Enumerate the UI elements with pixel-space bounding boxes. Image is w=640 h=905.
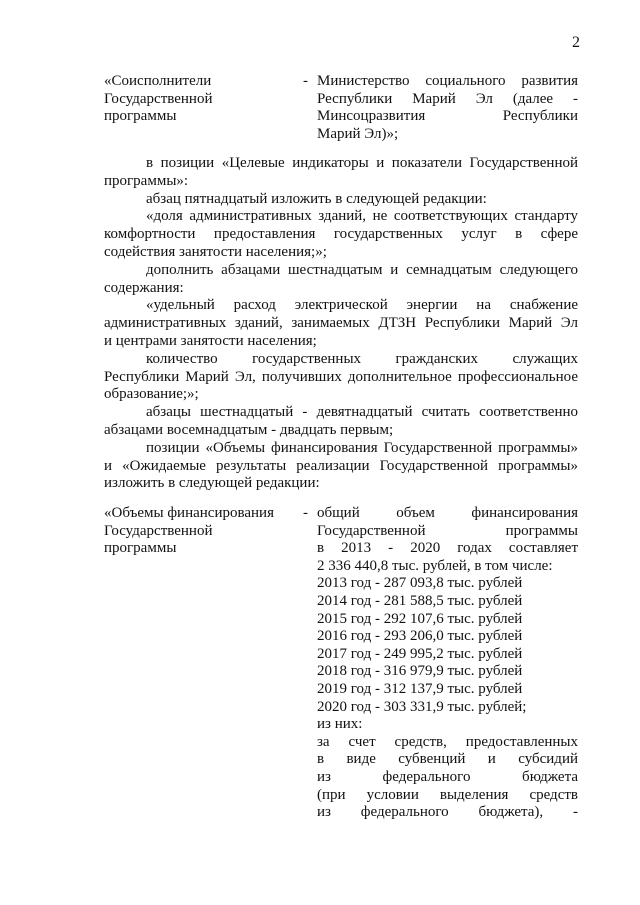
financing-value-line: общий объем финансирования: [317, 505, 578, 521]
financing-value-line: 2015 год - 292 107,6 тыс. рублей: [317, 610, 523, 627]
financing-label: [104, 505, 303, 822]
paragraph-line: содержания:: [104, 279, 184, 296]
coexecutors-row: [104, 73, 578, 143]
paragraph-line: Республики Марий Эл, получивших дополнительное профессиональное: [104, 368, 578, 385]
paragraph: [104, 440, 578, 493]
paragraph-line: комфортности предоставления государственных услуг в сфере: [104, 226, 578, 243]
financing-label-line: Государственной: [104, 522, 213, 539]
paragraph-line: в позиции «Целевые индикаторы и показатели Государственной: [146, 155, 578, 171]
coexecutors-label-line: «Соисполнители: [104, 73, 212, 89]
paragraph: [104, 297, 578, 350]
financing-value-line: 2018 год - 316 979,9 тыс. рублей: [317, 663, 523, 680]
financing-dash: -: [303, 505, 308, 521]
financing-value-line: 2019 год - 312 137,9 тыс. рублей: [317, 680, 523, 697]
financing-label-line: «Объемы финансирования: [104, 505, 274, 521]
page-number: 2: [572, 34, 580, 51]
financing-value: [317, 505, 578, 822]
financing-value-line: 2 336 440,8 тыс. рублей, в том числе:: [317, 557, 553, 574]
paragraph-line: программы»:: [104, 172, 189, 189]
amendment-text: [104, 155, 578, 493]
paragraph: [104, 208, 578, 261]
paragraph-line: и центрами занятости населения;: [104, 332, 317, 349]
coexecutors-label-line: Государственной: [104, 90, 213, 107]
financing-value-line: 2016 год - 293 206,0 тыс. рублей: [317, 628, 523, 645]
paragraph: [104, 191, 578, 209]
paragraph-line: абзацы шестнадцатый - девятнадцатый считать соответственно: [146, 404, 578, 421]
coexecutors-dash: -: [303, 73, 308, 89]
financing-label-line: программы: [104, 540, 177, 557]
paragraph-line: «удельный расход электрической энергии на снабжение: [146, 297, 578, 314]
paragraph-line: «доля административных зданий, не соответствующих стандарту: [146, 208, 578, 225]
financing-value-line: 2020 год - 303 331,9 тыс. рублей;: [317, 698, 527, 715]
coexecutors-label: [104, 73, 303, 143]
paragraph-line: абзацами восемнадцатым - двадцать первым;: [104, 421, 394, 438]
paragraph-line: количество государственных гражданских служащих: [146, 350, 578, 367]
paragraph-line: изложить в следующей редакции:: [104, 475, 320, 492]
financing-value-line: 2013 год - 287 093,8 тыс. рублей: [317, 575, 523, 592]
paragraph-line: образование;»;: [104, 386, 199, 403]
paragraph-line: позиции «Объемы финансирования Государственной программы»: [146, 439, 578, 456]
coexecutors-value-line: Министерство социального развития: [317, 73, 578, 89]
financing-value-line: из федерального бюджета), -: [317, 804, 578, 821]
coexecutors-label-line: программы: [104, 108, 177, 125]
coexecutors-value-line: Марий Эл)»;: [317, 125, 399, 142]
paragraph: [104, 262, 578, 298]
paragraph-line: содействия занятости населения;»;: [104, 243, 327, 260]
financing-value-line: 2017 год - 249 995,2 тыс. рублей: [317, 645, 523, 662]
paragraph-line: абзац пятнадцатый изложить в следующей редакции:: [146, 190, 487, 207]
paragraph: [104, 155, 578, 191]
coexecutors-value-line: Республики Марий Эл (далее -: [317, 90, 578, 107]
financing-value-line: из федерального бюджета: [317, 768, 578, 785]
paragraph-line: и «Ожидаемые результаты реализации Государственной программы»: [104, 457, 578, 474]
coexecutors-value: [317, 73, 578, 143]
paragraph-line: административных зданий, занимаемых ДТЗН Республики Марий Эл: [104, 315, 578, 332]
financing-value-line: за счет средств, предоставленных: [317, 733, 578, 750]
financing-value-line: в 2013 - 2020 годах составляет: [317, 540, 578, 557]
financing-value-line: Государственной программы: [317, 522, 578, 539]
paragraph-line: дополнить абзацами шестнадцатым и семнадцатым следующего: [146, 261, 578, 278]
paragraph: [104, 404, 578, 440]
financing-row: [104, 505, 578, 822]
coexecutors-value-line: Минсоцразвития Республики: [317, 108, 578, 125]
financing-value-line: из них:: [317, 716, 363, 733]
paragraph: [104, 351, 578, 404]
financing-value-line: 2014 год - 281 588,5 тыс. рублей: [317, 592, 523, 609]
financing-value-line: (при условии выделения средств: [317, 786, 578, 803]
financing-value-line: в виде субвенций и субсидий: [317, 751, 578, 768]
